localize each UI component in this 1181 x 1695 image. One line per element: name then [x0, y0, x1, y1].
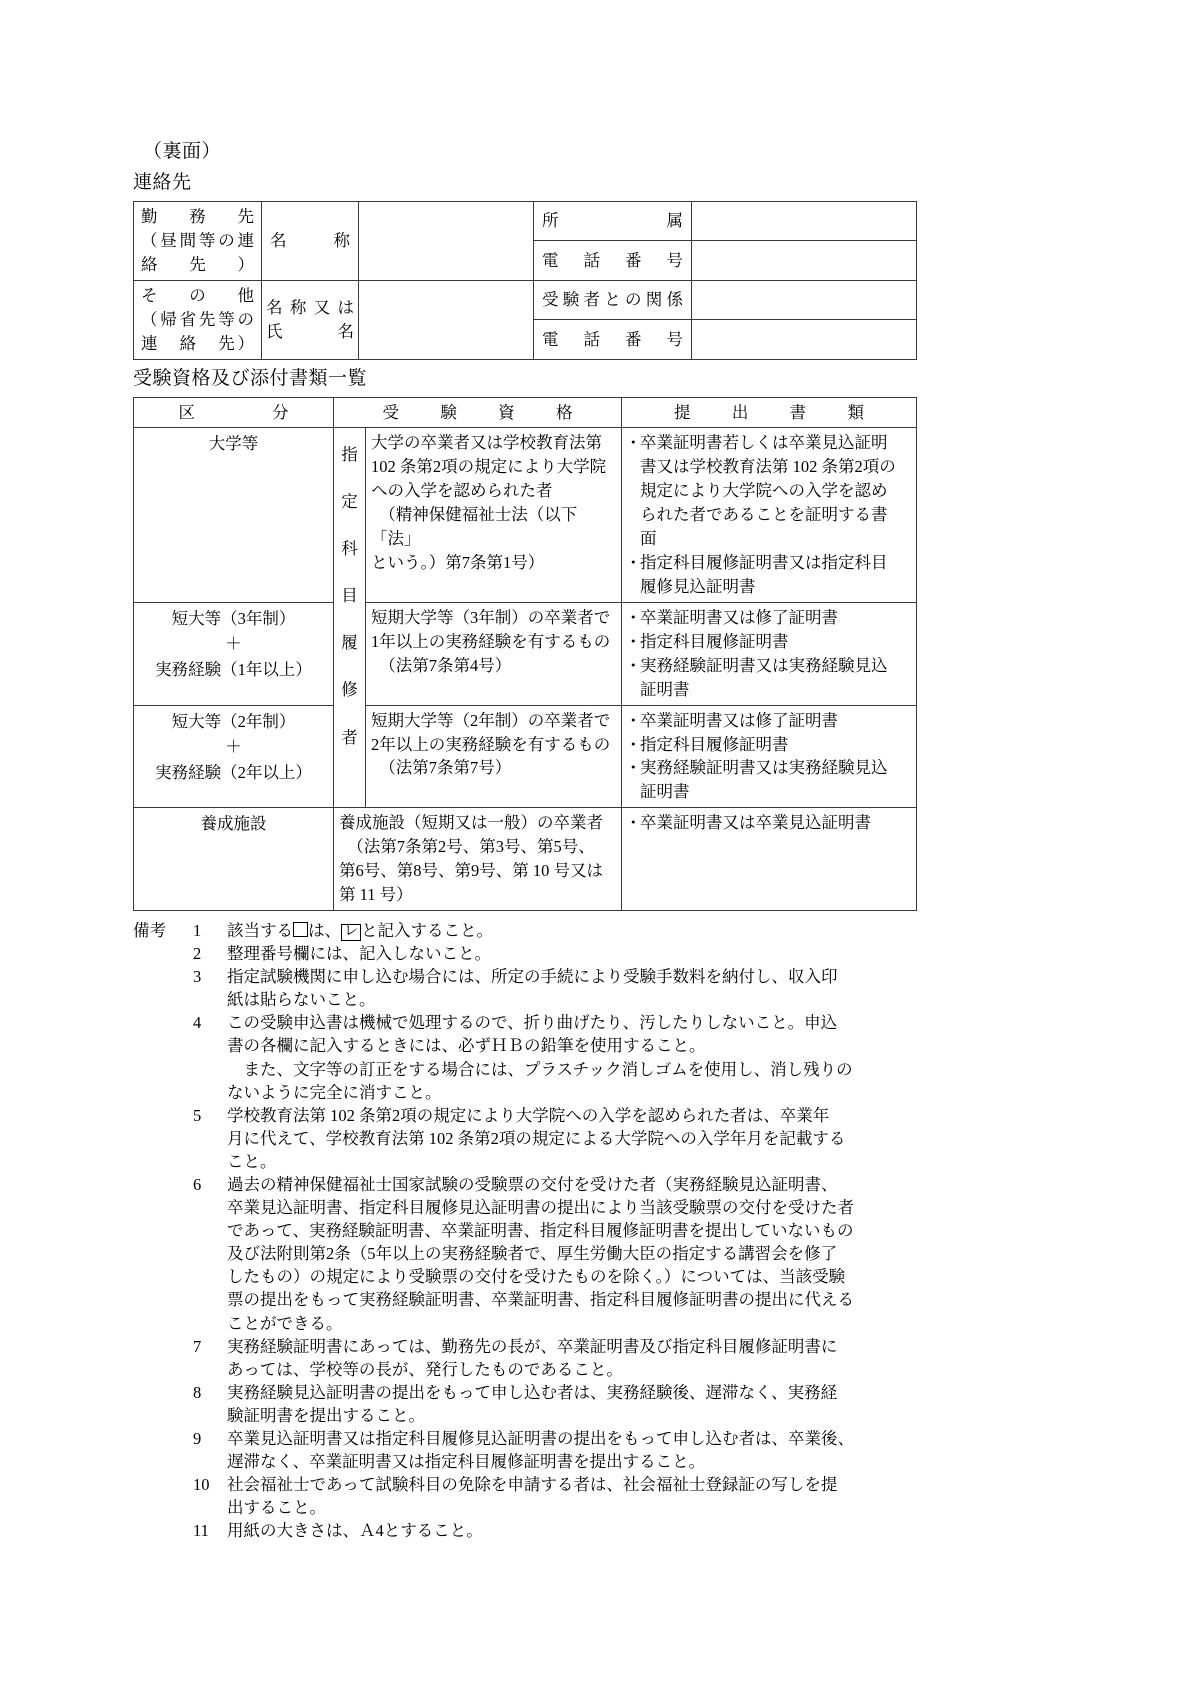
remarks-label: 備考	[133, 920, 166, 940]
header-division-text: 区 分	[178, 403, 289, 423]
header-documents-text: 提 出 書 類	[674, 403, 864, 423]
list-item	[627, 811, 911, 835]
remark-line: あっては、学校等の長が、発行したものであること。	[227, 1359, 623, 1379]
list-item	[627, 551, 911, 599]
contact-table	[133, 201, 917, 360]
qual-line: 1年以上の実務経験を有するもの	[371, 631, 611, 651]
remark-number: 8	[193, 1382, 202, 1402]
contact-category-line: 連 絡 先）	[141, 333, 254, 353]
division-line: ＋	[225, 737, 242, 757]
doc-line: ・ 実務経験証明書又は実務経験見込	[640, 758, 888, 778]
vertical-char: 指	[341, 444, 358, 464]
contact-relation-value[interactable]	[692, 280, 917, 319]
contact-heading: 連絡先	[133, 171, 192, 193]
doc-line: 証明書	[640, 679, 690, 699]
remark-item-9	[193, 1427, 963, 1473]
document-list	[627, 431, 911, 598]
remark-item-5	[193, 1104, 963, 1173]
remark-line: 卒業見込証明書、指定科目履修見込証明書の提出により当該受験票の交付を受けた者	[227, 1198, 854, 1218]
contact-name-label: 名 称	[262, 202, 359, 281]
table-row	[134, 602, 917, 705]
qual-line: （法第7条第7号）	[371, 758, 512, 778]
qual-line: 102 条第2項の規定により大学院	[371, 457, 607, 477]
remark-text	[227, 1335, 963, 1381]
remark-item-2	[193, 942, 963, 965]
remark-line: 及び法附則第2条（5年以上の実務経験者で、厚生労働大臣の指定する講習会を修了	[227, 1244, 838, 1264]
remark-line: 実務経験見込証明書の提出をもって申し込む者は、実務経験後、遅滞なく、実務経	[227, 1382, 838, 1402]
remark-line: 遅滞なく、卒業証明書又は指定科目履修証明書を提出すること。	[227, 1452, 706, 1472]
document-list	[627, 709, 911, 805]
qual-line: 短期大学等（3年制）の卒業者で	[371, 607, 611, 627]
doc-line: 書又は学校教育法第 102 条第2項の	[640, 457, 896, 477]
documents-training-facility	[622, 808, 917, 911]
list-item	[627, 606, 911, 630]
remark-number: 7	[193, 1336, 202, 1356]
contact-relation-label: 受験者との関係	[534, 280, 692, 319]
doc-line: ・ 卒業証明書若しくは卒業見込証明	[640, 433, 888, 453]
division-line: 短大等（3年制）	[171, 608, 296, 628]
remark-number: 3	[193, 967, 202, 987]
contact-othername-value[interactable]	[359, 280, 534, 359]
remark-line: また、文字等の訂正をする場合には、プラスチック消しゴムを使用し、消し残りの	[227, 1059, 853, 1079]
doc-line: 規定により大学院への入学を認め	[640, 481, 888, 501]
remark-line: この受験申込書は機械で処理するので、折り曲げたり、汚したりしないこと。申込	[227, 1013, 838, 1033]
remark-text: 該当する は、 レ と記入すること。	[227, 920, 493, 940]
division-line: ＋	[225, 634, 242, 654]
doc-line: 証明書	[640, 782, 690, 802]
remark-line: 書の各欄に記入するときには、必ずＨＢの鉛筆を使用すること。	[227, 1036, 706, 1056]
remark-item-4	[193, 1011, 963, 1103]
remark-number: 4	[193, 1013, 202, 1033]
header-qualification-text: 受 験 資 格	[382, 403, 573, 423]
remark-number: 2	[193, 944, 202, 964]
qualification-text-university	[366, 428, 622, 602]
header-documents	[622, 398, 917, 428]
contact-affiliation-label: 所 属	[534, 202, 692, 241]
remark-line: 月に代えて、学校教育法第 102 条第2項の規定による大学院への入学年月を記載する	[227, 1128, 846, 1148]
documents-junior-college-3yr	[622, 602, 917, 705]
doc-line: ・ 指定科目履修証明書	[640, 631, 789, 651]
remark-text	[227, 1104, 963, 1173]
qual-line: への入学を認められた者	[371, 481, 553, 501]
document-list	[627, 811, 911, 835]
qualification-text-training-facility	[334, 808, 622, 911]
documents-university	[622, 428, 917, 602]
remark-line: ないように完全に消すこと。	[227, 1082, 442, 1102]
qual-line: 第6号、第8号、第9号、第 10 号又は	[339, 861, 603, 881]
qual-line: 第 11 号）	[339, 885, 413, 905]
doc-line: ・ 指定科目履修証明書	[640, 734, 789, 754]
vertical-char: 履	[341, 633, 358, 653]
remark-item-8	[193, 1381, 963, 1427]
remark-line: こと。	[227, 1151, 277, 1171]
remark-line: であって、実務経験証明書、卒業証明書、指定科目履修証明書を提出していないもの	[227, 1221, 854, 1241]
remark-item-3	[193, 965, 963, 1011]
list-item	[627, 733, 911, 757]
division-line: 実務経験（1年以上）	[155, 660, 312, 680]
qual-line: （法第7条第2号、第3号、第5号、	[339, 837, 595, 857]
remark-number: 11	[193, 1521, 209, 1541]
header-qualification	[334, 398, 622, 428]
remark-item-1	[193, 919, 963, 942]
table-header-row	[134, 398, 917, 428]
list-item	[627, 756, 911, 804]
remark-number: 6	[193, 1175, 202, 1194]
contact-othername-label	[262, 280, 359, 359]
remark-line: ことができる。	[227, 1313, 343, 1333]
vertical-label-designated-courses	[334, 428, 366, 808]
remark-text	[227, 1427, 963, 1473]
division-training-facility	[134, 808, 334, 911]
remark-number: 1	[193, 920, 202, 940]
document-list	[627, 606, 911, 702]
remark-text	[227, 965, 963, 1011]
remark-line: 指定試験機関に申し込む場合には、所定の手続により受験手数料を納付し、収入印	[227, 967, 838, 987]
doc-line: ・ 卒業証明書又は修了証明書	[640, 710, 838, 730]
contact-phone-label: 電 話 番 号	[534, 241, 692, 280]
document-content	[133, 138, 963, 1543]
remark-line: したもの）の規定により受験票の交付を受けたものを除く。）については、当該受験	[227, 1267, 846, 1287]
contact-othername-label-line: 名 称 又 は	[266, 298, 354, 318]
contact-phone-value[interactable]	[692, 241, 917, 280]
doc-line: ・ 実務経験証明書又は実務経験見込	[640, 655, 888, 675]
list-item	[627, 709, 911, 733]
division-line: 養成施設	[200, 814, 267, 834]
doc-line: ・ 指定科目履修証明書又は指定科目	[640, 553, 888, 573]
division-junior-college-2yr	[134, 705, 334, 808]
contact-othername-label-line: 氏 名	[266, 321, 354, 341]
qual-line: 2年以上の実務経験を有するもの	[371, 734, 611, 754]
remark-text	[227, 1473, 963, 1519]
remark-line: 卒業見込証明書又は指定科目履修見込証明書の提出をもって申し込む者は、卒業後、	[227, 1429, 854, 1449]
quals-heading: 受験資格及び添付書類一覧	[133, 367, 368, 389]
contact-other-phone-label: 電 話 番 号	[534, 320, 692, 359]
doc-line: ・ 卒業証明書又は修了証明書	[640, 607, 838, 627]
contact-category-line: 絡 先 ）	[141, 254, 254, 274]
table-row	[134, 428, 917, 602]
table-row	[134, 808, 917, 911]
qual-line: 養成施設（短期又は一般）の卒業者	[339, 813, 603, 833]
qual-line: 大学の卒業者又は学校教育法第	[371, 433, 602, 453]
contact-category-line: そ の 他	[141, 285, 254, 305]
contact-category-line: （昼間等の連	[141, 230, 254, 250]
qual-line: （精神保健福祉士法（以下「法」	[371, 505, 578, 549]
remark-line: 紙は貼らないこと。	[227, 990, 376, 1010]
vertical-char: 定	[341, 491, 358, 511]
remark-number: 9	[193, 1429, 202, 1449]
qual-line: （法第7条第4号）	[371, 655, 512, 675]
contact-category-line: （帰省先等の	[141, 309, 254, 329]
division-line: 実務経験（2年以上）	[155, 762, 312, 782]
contact-category-line: 勤 務 先	[141, 207, 254, 226]
remark-item-10	[193, 1473, 963, 1519]
remark-number: 10	[193, 1475, 210, 1495]
contact-category-work	[134, 202, 262, 281]
list-item	[627, 630, 911, 654]
remark-text	[227, 1381, 963, 1427]
remark-line: 出すること。	[227, 1498, 326, 1518]
table-row	[134, 280, 917, 319]
header-division	[134, 398, 334, 428]
qual-line: 短期大学等（2年制）の卒業者で	[371, 710, 611, 730]
remark-item-6	[193, 1173, 963, 1335]
contact-category-other	[134, 280, 262, 359]
division-line: 大学等	[208, 434, 259, 454]
contact-affiliation-value[interactable]	[692, 202, 917, 241]
qual-line: という。）第7条第1号）	[371, 553, 545, 573]
documents-junior-college-2yr	[622, 705, 917, 808]
qualification-text-junior-college-3yr	[366, 602, 622, 705]
doc-line: 面	[640, 529, 657, 549]
qualification-table	[133, 397, 917, 911]
remark-line: 学校教育法第 102 条第2項の規定により大学院への入学を認められた者は、卒業年	[227, 1105, 830, 1125]
table-row	[134, 202, 917, 241]
vertical-char: 目	[341, 586, 358, 606]
vertical-char: 修	[341, 680, 358, 700]
vertical-char: 者	[341, 727, 358, 747]
remark-item-7	[193, 1335, 963, 1381]
doc-line: 履修見込証明書	[640, 576, 756, 596]
remark-line: 票の提出をもって実務経験証明書、卒業証明書、指定科目履修証明書の提出に代える	[227, 1290, 854, 1310]
contact-name-value[interactable]	[359, 202, 534, 281]
list-item	[627, 654, 911, 702]
remark-line: 験証明書を提出すること。	[227, 1405, 425, 1425]
qualification-text-junior-college-2yr	[366, 705, 622, 808]
remark-line: 社会福祉士であって試験科目の免除を申請する者は、社会福祉士登録証の写しを提	[227, 1475, 838, 1495]
back-side-label: （裏面）	[143, 141, 222, 162]
remark-text: 整理番号欄には、記入しないこと。	[227, 944, 491, 964]
check-mark-box-icon: レ	[341, 924, 361, 941]
remark-text	[227, 1011, 963, 1103]
doc-line: られた者であることを証明する書	[640, 505, 888, 525]
vertical-char: 科	[341, 539, 358, 559]
remarks-list	[193, 919, 963, 1543]
remarks-section	[133, 919, 963, 1543]
remark-line: 実務経験証明書にあっては、勤務先の長が、卒業証明書及び指定科目履修証明書に	[227, 1336, 838, 1356]
contact-other-phone-value[interactable]	[692, 320, 917, 359]
doc-line: ・ 卒業証明書又は卒業見込証明書	[640, 813, 871, 833]
remark-text: 用紙の大きさは、Ａ4とすること。	[227, 1521, 483, 1541]
division-junior-college-3yr	[134, 602, 334, 705]
remark-line: 過去の精神保健福祉士国家試験の受験票の交付を受けた者（実務経験見込証明書、	[227, 1175, 838, 1194]
division-university	[134, 428, 334, 602]
table-row	[134, 705, 917, 808]
checkbox-glyph-icon	[293, 922, 308, 937]
division-line: 短大等（2年制）	[171, 711, 296, 731]
list-item	[627, 431, 911, 551]
remark-item-11	[193, 1519, 963, 1542]
remark-number: 5	[193, 1105, 202, 1125]
remark-text	[227, 1173, 963, 1335]
